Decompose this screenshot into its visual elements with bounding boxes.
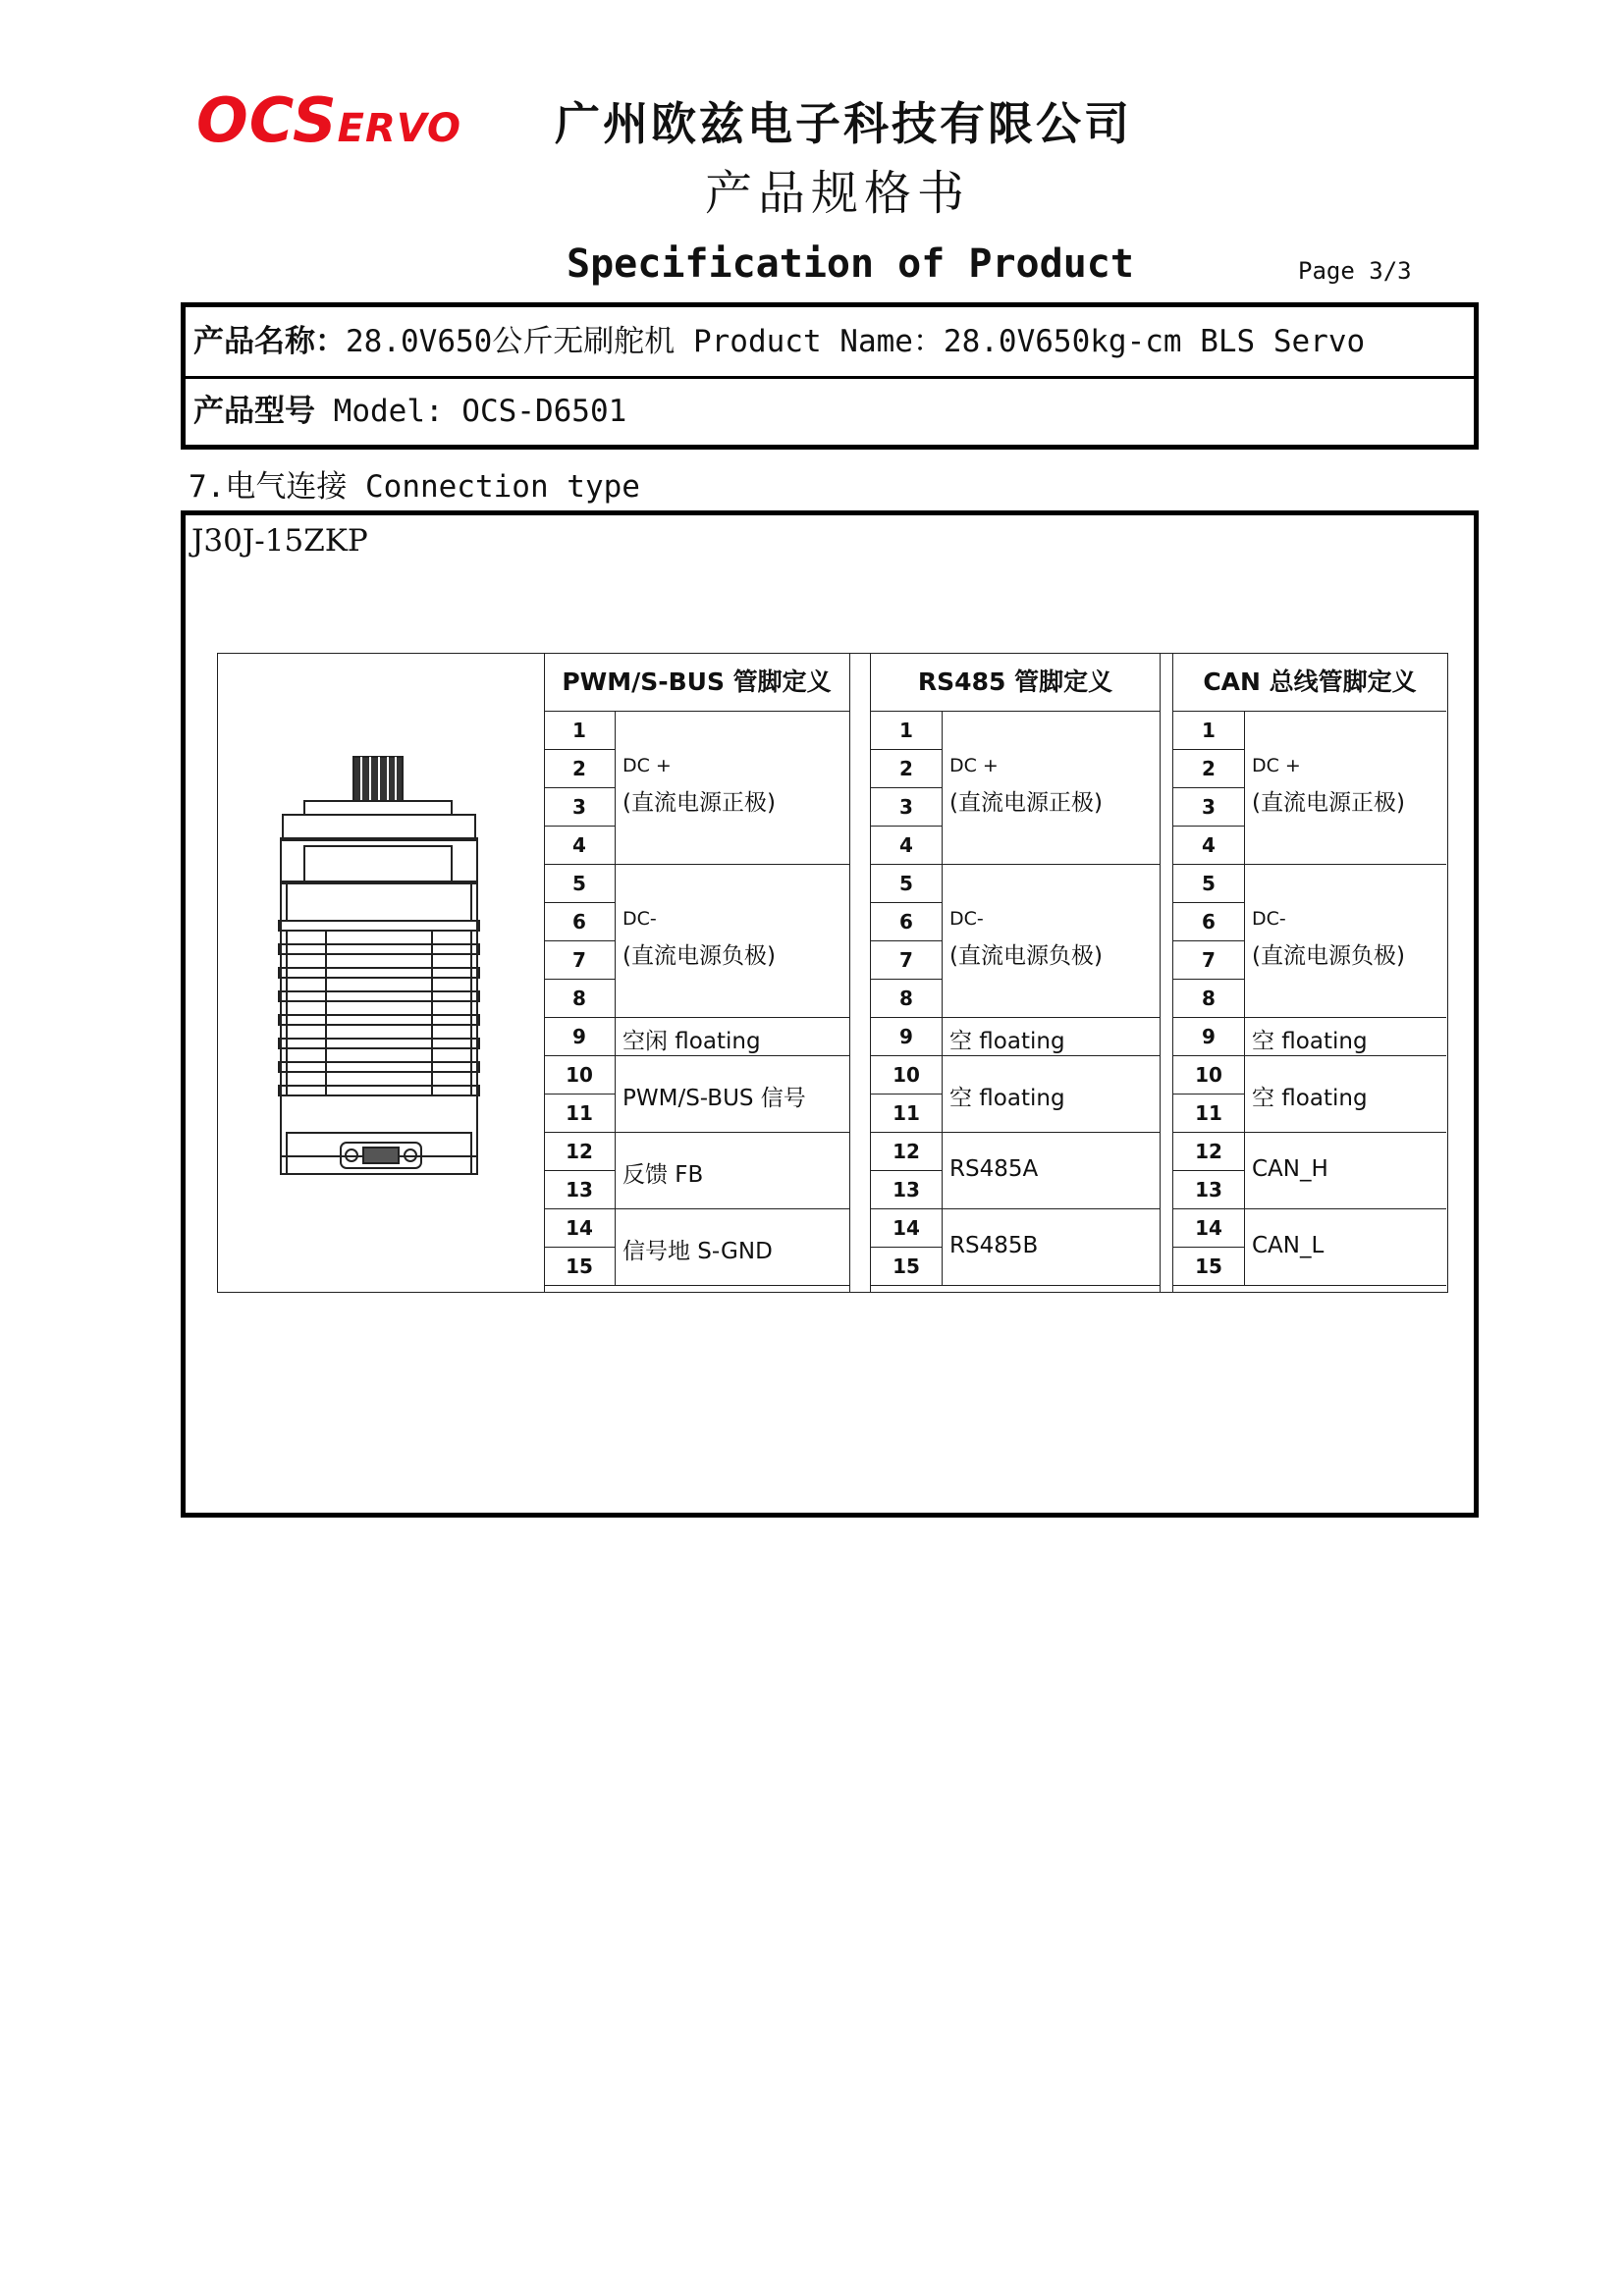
pin-number: 1 bbox=[544, 712, 616, 750]
pin-description bbox=[615, 1056, 849, 1133]
pin-number: 8 bbox=[1173, 980, 1245, 1018]
pin-description bbox=[942, 1056, 1160, 1133]
pin-number: 11 bbox=[871, 1095, 943, 1133]
pin-number: 6 bbox=[544, 903, 616, 941]
pin-group-pwm bbox=[544, 654, 850, 1292]
pin-group-can bbox=[1172, 654, 1446, 1292]
pin-number: 10 bbox=[544, 1056, 616, 1095]
pin-desc-line1: DC + bbox=[1252, 755, 1301, 776]
pin-number: 7 bbox=[871, 941, 943, 980]
pin-desc-line1: DC- bbox=[949, 908, 984, 930]
pin-desc-line1: DC- bbox=[1252, 908, 1286, 930]
pin-number: 7 bbox=[544, 941, 616, 980]
pin-number: 10 bbox=[1173, 1056, 1245, 1095]
product-name-value: 28.0V650公斤无刷舵机 Product Name：28.0V650kg-cm BLS Servo bbox=[346, 324, 1366, 359]
pin-number: 6 bbox=[1173, 903, 1245, 941]
pin-description bbox=[615, 865, 849, 1018]
pin-number: 6 bbox=[871, 903, 943, 941]
pin-number: 5 bbox=[544, 865, 616, 903]
pin-number: 4 bbox=[544, 827, 616, 865]
pin-number: 13 bbox=[1173, 1171, 1245, 1209]
pin-number: 13 bbox=[544, 1171, 616, 1209]
pin-description bbox=[942, 1133, 1160, 1209]
pin-number: 2 bbox=[871, 750, 943, 788]
pin-description bbox=[615, 1018, 849, 1056]
pin-number: 3 bbox=[871, 788, 943, 827]
pin-number: 14 bbox=[544, 1209, 616, 1248]
pin-number: 12 bbox=[1173, 1133, 1245, 1171]
pin-desc-line1: 空 floating bbox=[1252, 1086, 1368, 1111]
pin-description bbox=[942, 712, 1160, 865]
pin-number: 11 bbox=[1173, 1095, 1245, 1133]
pin-number: 1 bbox=[871, 712, 943, 750]
pin-desc-line2: (直流电源正极) bbox=[622, 790, 776, 816]
pin-desc-line1: CAN_H bbox=[1252, 1156, 1328, 1182]
pin-description bbox=[615, 1209, 849, 1286]
pin-description bbox=[1244, 712, 1446, 865]
pin-desc-line2: (直流电源正极) bbox=[1252, 790, 1405, 816]
pin-desc-line1: 信号地 S-GND bbox=[622, 1239, 773, 1264]
pin-desc-line1: 空 floating bbox=[949, 1028, 1065, 1054]
product-model-label: 产品型号 bbox=[193, 394, 315, 429]
pin-number: 4 bbox=[871, 827, 943, 865]
pin-desc-line2: (直流电源负极) bbox=[949, 943, 1103, 969]
section-title: 7.电气连接 Connection type bbox=[189, 469, 640, 505]
pin-number: 9 bbox=[544, 1018, 616, 1056]
pin-description bbox=[942, 1209, 1160, 1286]
pin-desc-line1: PWM/S-BUS 信号 bbox=[622, 1086, 806, 1111]
pin-number: 8 bbox=[871, 980, 943, 1018]
pin-description bbox=[1244, 1056, 1446, 1133]
pin-desc-line1: 空 floating bbox=[949, 1086, 1065, 1111]
company-name: 广州欧兹电子科技有限公司 bbox=[555, 97, 1132, 150]
pin-desc-line1: 反馈 FB bbox=[622, 1162, 704, 1188]
pin-number: 3 bbox=[544, 788, 616, 827]
pin-desc-line1: DC- bbox=[622, 908, 657, 930]
pin-desc-line2: (直流电源正极) bbox=[949, 790, 1103, 816]
servo-image-cell bbox=[218, 654, 545, 1292]
connector-type: J30J-15ZKP bbox=[191, 523, 368, 559]
pin-group-title: PWM/S-BUS 管脚定义 bbox=[544, 654, 849, 712]
servo-drawing bbox=[218, 654, 544, 1292]
pin-group-title: CAN 总线管脚定义 bbox=[1173, 654, 1446, 712]
pin-number: 13 bbox=[871, 1171, 943, 1209]
pin-number: 7 bbox=[1173, 941, 1245, 980]
product-model-value: Model: OCS-D6501 bbox=[315, 394, 627, 429]
pin-description bbox=[615, 1133, 849, 1209]
pin-desc-line2: (直流电源负极) bbox=[1252, 943, 1405, 969]
pin-number: 14 bbox=[1173, 1209, 1245, 1248]
pin-desc-line1: CAN_L bbox=[1252, 1233, 1325, 1258]
pin-number: 3 bbox=[1173, 788, 1245, 827]
pin-number: 11 bbox=[544, 1095, 616, 1133]
pin-description bbox=[1244, 1133, 1446, 1209]
pin-number: 15 bbox=[544, 1248, 616, 1286]
pin-description bbox=[942, 865, 1160, 1018]
doc-title-cn: 产品规格书 bbox=[705, 166, 971, 221]
pin-number: 15 bbox=[1173, 1248, 1245, 1286]
pin-number: 10 bbox=[871, 1056, 943, 1095]
pin-number: 15 bbox=[871, 1248, 943, 1286]
pin-number: 9 bbox=[871, 1018, 943, 1056]
pin-description bbox=[615, 712, 849, 865]
product-model-row bbox=[186, 376, 1474, 445]
pin-number: 5 bbox=[1173, 865, 1245, 903]
page-number: Page 3/3 bbox=[1298, 257, 1412, 285]
pin-number: 8 bbox=[544, 980, 616, 1018]
pin-desc-line2: (直流电源负极) bbox=[622, 943, 776, 969]
pin-desc-line1: DC + bbox=[622, 755, 672, 776]
pin-definition-table bbox=[217, 653, 1448, 1293]
pin-description bbox=[1244, 1209, 1446, 1286]
product-name-label: 产品名称： bbox=[193, 324, 346, 359]
pin-number: 14 bbox=[871, 1209, 943, 1248]
pin-number: 2 bbox=[1173, 750, 1245, 788]
pin-desc-line1: 空 floating bbox=[1252, 1028, 1368, 1054]
pin-group-title: RS485 管脚定义 bbox=[871, 654, 1160, 712]
pin-number: 12 bbox=[871, 1133, 943, 1171]
product-name-row bbox=[186, 307, 1474, 376]
pin-number: 9 bbox=[1173, 1018, 1245, 1056]
pin-desc-line1: 空闲 floating bbox=[622, 1028, 761, 1054]
pin-desc-line1: RS485A bbox=[949, 1156, 1039, 1182]
doc-title-en: Specification of Product bbox=[567, 241, 1134, 287]
pin-number: 4 bbox=[1173, 827, 1245, 865]
pin-description bbox=[1244, 1018, 1446, 1056]
ocservo-logo: OCSERVO bbox=[196, 84, 462, 156]
pin-desc-line1: RS485B bbox=[949, 1233, 1039, 1258]
pin-number: 5 bbox=[871, 865, 943, 903]
pin-number: 12 bbox=[544, 1133, 616, 1171]
pin-number: 2 bbox=[544, 750, 616, 788]
pin-desc-line1: DC + bbox=[949, 755, 999, 776]
pin-group-rs485 bbox=[870, 654, 1161, 1292]
pin-number: 1 bbox=[1173, 712, 1245, 750]
pin-description bbox=[1244, 865, 1446, 1018]
pin-description bbox=[942, 1018, 1160, 1056]
product-info-box bbox=[181, 302, 1479, 450]
connection-box bbox=[181, 510, 1479, 1518]
